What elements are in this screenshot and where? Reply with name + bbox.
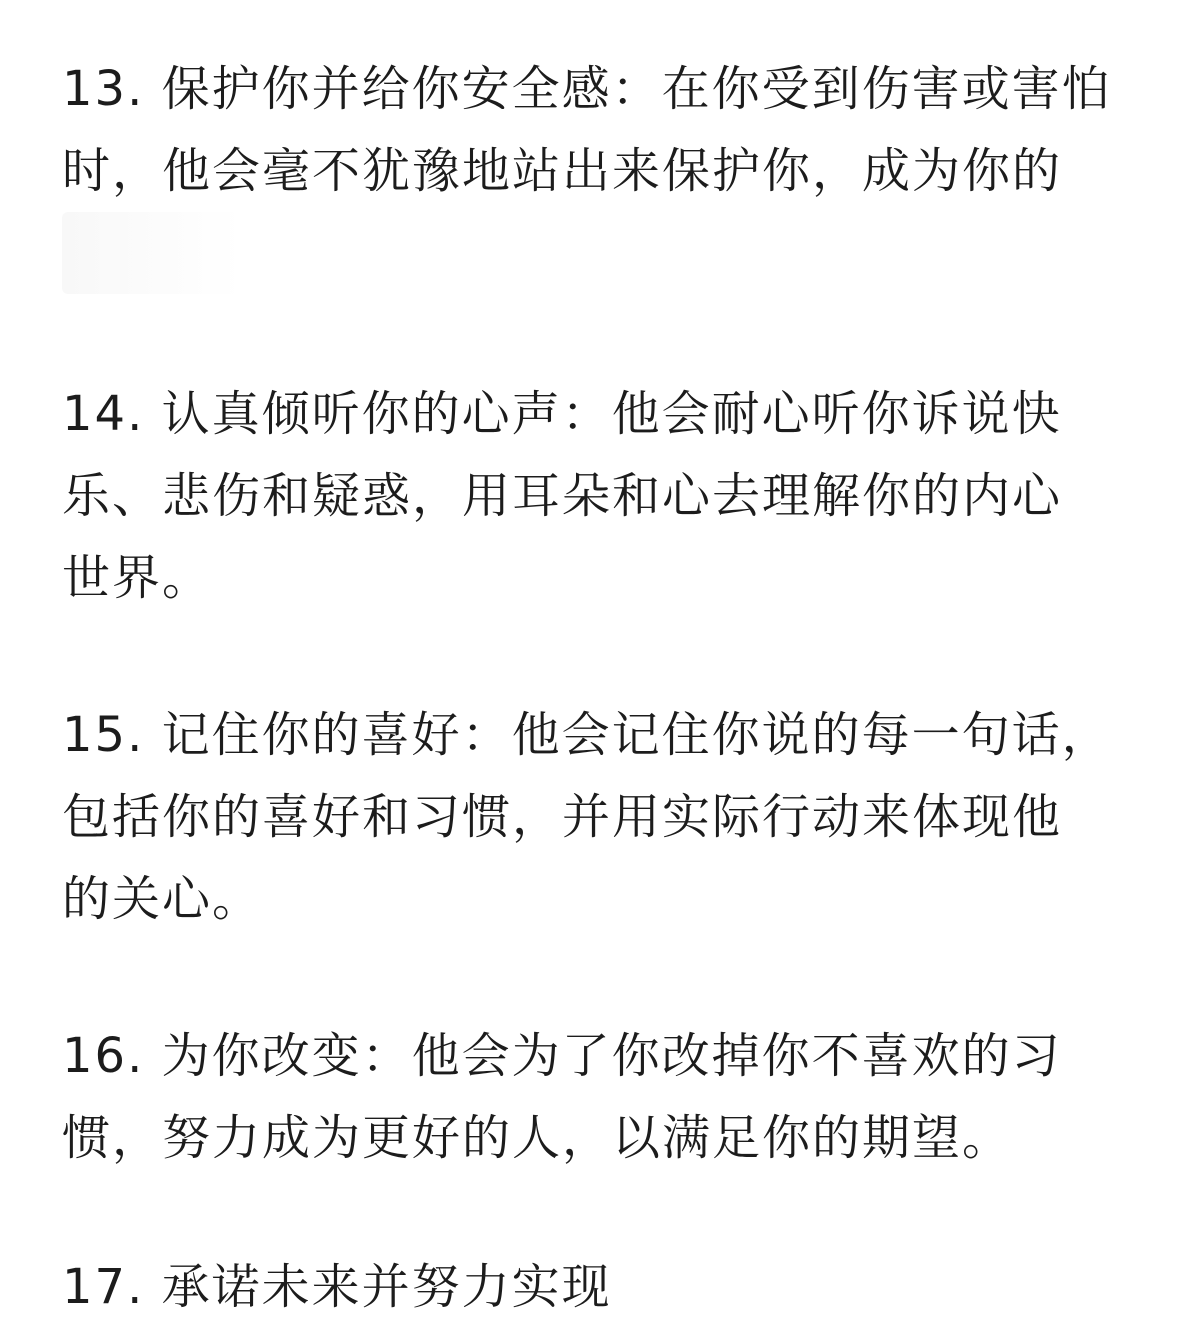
list-item-15-line-3: 的关心。 bbox=[62, 871, 263, 927]
list-item-14-line-1: 14. 认真倾听你的心声：他会耐心听你诉说快 bbox=[62, 386, 1062, 442]
list-item-16-line-1: 16. 为你改变：他会为了你改掉你不喜欢的习 bbox=[62, 1028, 1062, 1084]
faded-text-placeholder bbox=[62, 212, 242, 294]
list-item-17 bbox=[62, 1246, 1122, 1328]
list-item-13 bbox=[62, 48, 1122, 294]
list-item-15-line-1: 15. 记住你的喜好：他会记住你说的每一句话， bbox=[62, 707, 1112, 763]
list-item-13-line-1: 13. 保护你并给你安全感：在你受到伤害或害怕 bbox=[62, 61, 1112, 117]
list-item-14-line-2: 乐、悲伤和疑惑，用耳朵和心去理解你的内心 bbox=[62, 468, 1063, 524]
list-item-14 bbox=[62, 373, 1122, 619]
list-item-17-line-1: 17. 承诺未来并努力实现 bbox=[62, 1259, 612, 1315]
list-item-15-line-2: 包括你的喜好和习惯，并用实际行动来体现他 bbox=[62, 789, 1063, 845]
list-item-14-line-3: 世界。 bbox=[62, 550, 213, 606]
list-item-15 bbox=[62, 694, 1122, 940]
list-item-13-line-2: 时，他会毫不犹豫地站出来保护你，成为你的 bbox=[62, 143, 1063, 199]
list-item-16 bbox=[62, 1015, 1122, 1179]
list-item-16-line-2: 惯，努力成为更好的人，以满足你的期望。 bbox=[62, 1110, 1013, 1166]
